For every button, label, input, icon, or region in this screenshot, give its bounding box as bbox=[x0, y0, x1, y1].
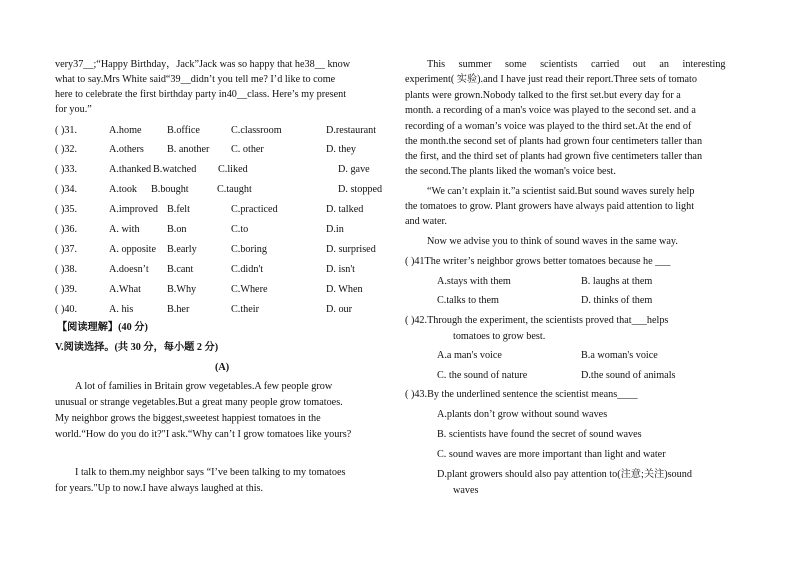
option-c: C.taught bbox=[217, 184, 252, 195]
option-c: C.Where bbox=[231, 284, 268, 295]
option-a: A. his bbox=[109, 304, 134, 315]
option-b: B.felt bbox=[167, 204, 190, 215]
rpara3: Now we advise you to think of sound waves in the same way. bbox=[427, 236, 678, 247]
para1-line-1: A lot of families in Britain grow vegetables.A few people grow bbox=[75, 381, 333, 392]
para2-line-1: I talk to them.my neighbor says “I’ve been talking to my tomatoes bbox=[75, 467, 346, 478]
question-number: ( )38. bbox=[55, 264, 78, 275]
rpara1-line-3: plants were grown.Nobody talked to the first set.but every day for a bbox=[405, 90, 681, 101]
question-number: ( )33. bbox=[55, 164, 78, 175]
option-a: A.thanked bbox=[109, 164, 152, 175]
option-b: B. another bbox=[167, 144, 210, 155]
option-c: C. other bbox=[231, 144, 264, 155]
option-c: C.liked bbox=[218, 164, 248, 175]
question-number: ( )37. bbox=[55, 244, 78, 255]
option-d: D. our bbox=[326, 304, 353, 315]
option-c: C.didn't bbox=[231, 264, 264, 275]
rpara1-line-2: experiment( 实验).and I have just read their report.Three sets of tomato bbox=[405, 74, 697, 85]
para1-line-3: My neighbor grows the biggest,sweetest happiest tomatoes in the bbox=[55, 413, 321, 424]
para1-line-2: unusual or strange vegetables.But a great many people grow tomatoes. bbox=[55, 397, 343, 408]
section-subtitle: V.阅读选择。(共 30 分，每小题 2 分) bbox=[55, 342, 219, 353]
option-c: C.their bbox=[231, 304, 260, 315]
rpara1-line-1: This summer some scientists carried out an interesting bbox=[427, 59, 726, 70]
option-b: B.bought bbox=[151, 184, 189, 195]
option-a: A.doesn’t bbox=[109, 264, 149, 275]
intro-line-1: very37__;“Happy Birthday，Jack”Jack was so happy that he38__ know bbox=[55, 59, 351, 70]
option-a: A.took bbox=[109, 184, 138, 195]
para1-line-4: world.“How do you do it?"I ask.“Why can’t I grow tomatoes like yours? bbox=[55, 429, 352, 440]
option-c: C.to bbox=[231, 224, 249, 235]
rpara1-line-5: recording of a woman’s voice was played to the third set.At the end of bbox=[405, 121, 692, 132]
option-b: B.her bbox=[167, 304, 190, 315]
rpara1-line-7: the first, and the third set of plants had grown five centimeters taller than bbox=[405, 151, 703, 162]
option-d: D. stopped bbox=[338, 184, 383, 195]
option-a: A.improved bbox=[109, 204, 158, 215]
option-a: A.home bbox=[109, 125, 142, 136]
q41-option-d: D. thinks of them bbox=[581, 295, 653, 306]
option-d: D. gave bbox=[338, 164, 370, 175]
question-number: ( )35. bbox=[55, 204, 78, 215]
q42-option-c: C. the sound of nature bbox=[437, 370, 528, 381]
q42-option-b: B.a woman's voice bbox=[581, 350, 658, 361]
rpara1-line-8: the second.The plants liked the woman's voice best. bbox=[405, 166, 616, 177]
option-a: A.What bbox=[109, 284, 141, 295]
q41-option-a: A.stays with them bbox=[437, 276, 511, 287]
option-d: D. surprised bbox=[326, 244, 376, 255]
q43-option-d: D.plant growers should also pay attention to(注意;关注)sound bbox=[437, 469, 692, 480]
option-c: C.practiced bbox=[231, 204, 278, 215]
q43-stem: ( )43.By the underlined sentence the scientist means____ bbox=[405, 389, 638, 400]
q41-option-c: C.talks to them bbox=[437, 295, 499, 306]
q43-option-c: C. sound waves are more important than light and water bbox=[437, 449, 666, 460]
q42-option-a: A.a man's voice bbox=[437, 350, 502, 361]
option-d: D.restaurant bbox=[326, 125, 377, 136]
intro-line-4: for you.” bbox=[55, 104, 92, 115]
question-number: ( )36. bbox=[55, 224, 78, 235]
option-c: C.classroom bbox=[231, 125, 282, 136]
option-b: B.on bbox=[167, 224, 187, 235]
option-b: B.office bbox=[167, 125, 200, 136]
rpara1-line-6: the month.the second set of plants had grown four centimeters taller than bbox=[405, 136, 703, 147]
rpara2-line-2: the tomatoes to grow. Plant growers have always paid attention to light bbox=[405, 201, 695, 212]
option-c: C.boring bbox=[231, 244, 267, 255]
q42-stem: ( )42.Through the experiment, the scientists proved that___helps bbox=[405, 315, 669, 326]
option-d: D. they bbox=[326, 144, 356, 155]
question-number: ( )40. bbox=[55, 304, 78, 315]
option-a: A. opposite bbox=[109, 244, 156, 255]
q41-option-b: B. laughs at them bbox=[581, 276, 653, 287]
para2-line-2: for years."Up to now.I have always laughed at this. bbox=[55, 483, 264, 494]
q42-stem-cont: tomatoes to grow best. bbox=[453, 331, 546, 342]
option-b: B.Why bbox=[167, 284, 197, 295]
intro-line-3: here to celebrate the first birthday party in40__class. Here’s my present bbox=[55, 89, 347, 100]
option-d: D.in bbox=[326, 224, 344, 235]
question-number: ( )31. bbox=[55, 125, 78, 136]
q42-option-d: D.the sound of animals bbox=[581, 370, 676, 381]
question-number: ( )32. bbox=[55, 144, 78, 155]
q41-stem: ( )41The writer’s neighbor grows better tomatoes because he ___ bbox=[405, 256, 671, 267]
rpara1-line-4: month. a recording of a man's voice was played to the second set. and a bbox=[405, 105, 696, 116]
option-d: D. talked bbox=[326, 204, 364, 215]
question-number: ( )39. bbox=[55, 284, 78, 295]
rpara2-line-3: and water. bbox=[405, 216, 447, 227]
option-b: B.early bbox=[167, 244, 197, 255]
option-d: D. isn't bbox=[326, 264, 356, 275]
option-a: A. with bbox=[109, 224, 140, 235]
option-b: B.cant bbox=[167, 264, 194, 275]
question-number: ( )34. bbox=[55, 184, 78, 195]
option-b: B.watched bbox=[153, 164, 197, 175]
option-d: D. When bbox=[326, 284, 363, 295]
q43-option-a: A.plants don’t grow without sound waves bbox=[437, 409, 608, 420]
q43-option-b: B. scientists have found the secret of sound waves bbox=[437, 429, 642, 440]
passage-label: (A) bbox=[215, 362, 230, 373]
option-a: A.others bbox=[109, 144, 144, 155]
q43-option-d-cont: waves bbox=[453, 485, 479, 496]
section-title: 【阅读理解】(40 分) bbox=[57, 322, 148, 333]
rpara2-line-1: “We can’t explain it.”a scientist said.But sound waves surely help bbox=[427, 186, 695, 197]
intro-line-2: what to say.Mrs White said“39__didn’t you tell me? I’d like to come bbox=[55, 74, 336, 85]
